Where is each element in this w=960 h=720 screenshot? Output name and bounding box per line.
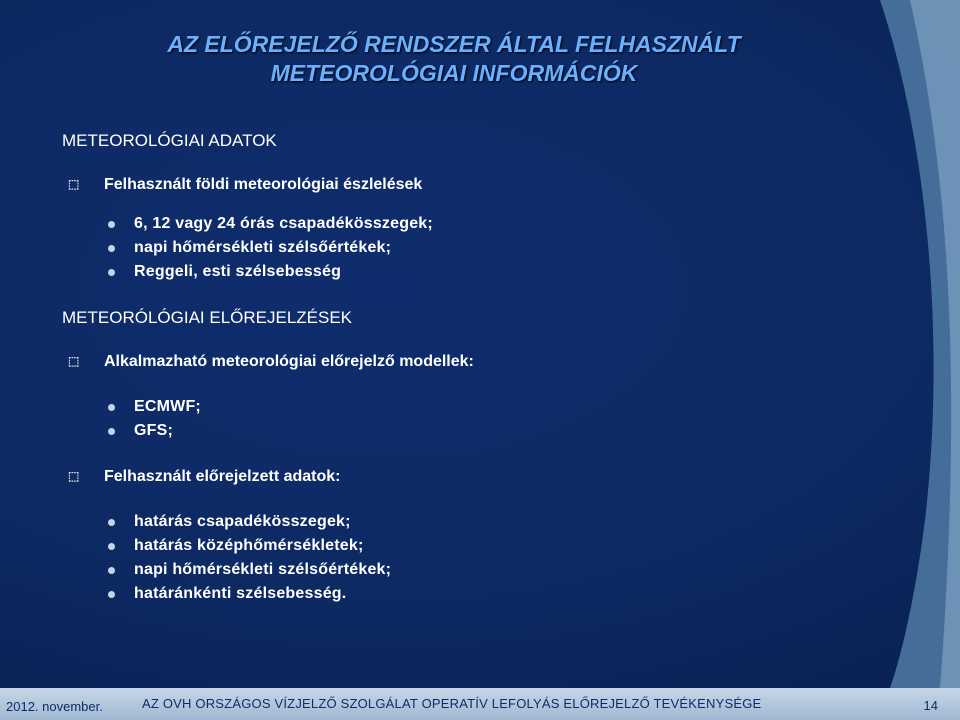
list-item [62, 558, 882, 582]
list-item-text: GFS; [134, 422, 174, 439]
footer-title: AZ OVH ORSZÁGOS VÍZJELZŐ SZOLGÁLAT OPERATÍV LEFOLYÁS ELŐREJELZŐ TEVÉKENYSÉGE [142, 696, 762, 711]
list-item [62, 582, 882, 606]
dot-bullet-icon [108, 591, 115, 598]
section-heading-data: METEOROLÓGIAI ADATOK [62, 131, 277, 150]
list-item-text: Reggeli, esti szélsebesség [134, 263, 342, 280]
list-item [62, 260, 882, 284]
dot-bullet-icon [108, 221, 115, 228]
title-line-1: AZ ELŐREJELZŐ RENDSZER ÁLTAL FELHASZNÁLT [167, 31, 741, 57]
title-line-2: METEOROLÓGIAI INFORMÁCIÓK [270, 60, 638, 86]
dot-bullet-icon [108, 543, 115, 550]
bullet-text: Felhasznált előrejelzett adatok: [104, 468, 341, 485]
list-item [62, 510, 882, 534]
list-item [62, 212, 882, 236]
list-item-text: határánkénti szélsebesség. [134, 585, 347, 602]
footer-date: 2012. november. [6, 699, 103, 714]
bullet-observations [62, 174, 882, 196]
dot-bullet-icon [108, 519, 115, 526]
models-list [62, 395, 882, 443]
slide-content [62, 130, 882, 606]
bullet-forecast-data [62, 466, 882, 488]
dot-bullet-icon [108, 269, 115, 276]
dot-bullet-icon [108, 567, 115, 574]
list-item-text: napi hőmérsékleti szélsőértékek; [134, 239, 392, 256]
forecast-data-list [62, 510, 882, 606]
list-item [62, 395, 882, 419]
dot-bullet-icon [108, 404, 115, 411]
section-heading-forecasts: METEORÓLÓGIAI ELŐREJELZÉSEK [62, 308, 353, 327]
list-item [62, 236, 882, 260]
list-item-text: 6, 12 vagy 24 órás csapadékösszegek; [134, 215, 433, 232]
bullet-text: Felhasznált földi meteorológiai észlelések [104, 176, 423, 193]
bullet-models [62, 351, 882, 373]
list-item [62, 419, 882, 443]
list-item-text: határás csapadékösszegek; [134, 513, 351, 530]
box-bullet-icon: ⬚ [68, 354, 80, 368]
slide-footer [0, 688, 960, 720]
bullet-text: Alkalmazható meteorológiai előrejelző modellek: [104, 353, 474, 370]
page-number: 14 [923, 698, 938, 713]
list-item-text: napi hőmérsékleti szélsőértékek; [134, 561, 392, 578]
observations-list [62, 212, 882, 284]
dot-bullet-icon [108, 245, 115, 252]
dot-bullet-icon [108, 428, 115, 435]
list-item-text: ECMWF; [134, 398, 201, 415]
box-bullet-icon: ⬚ [68, 469, 80, 483]
box-bullet-icon: ⬚ [68, 177, 80, 191]
list-item-text: határás középhőmérsékletek; [134, 537, 364, 554]
slide-title [0, 30, 908, 88]
list-item [62, 534, 882, 558]
